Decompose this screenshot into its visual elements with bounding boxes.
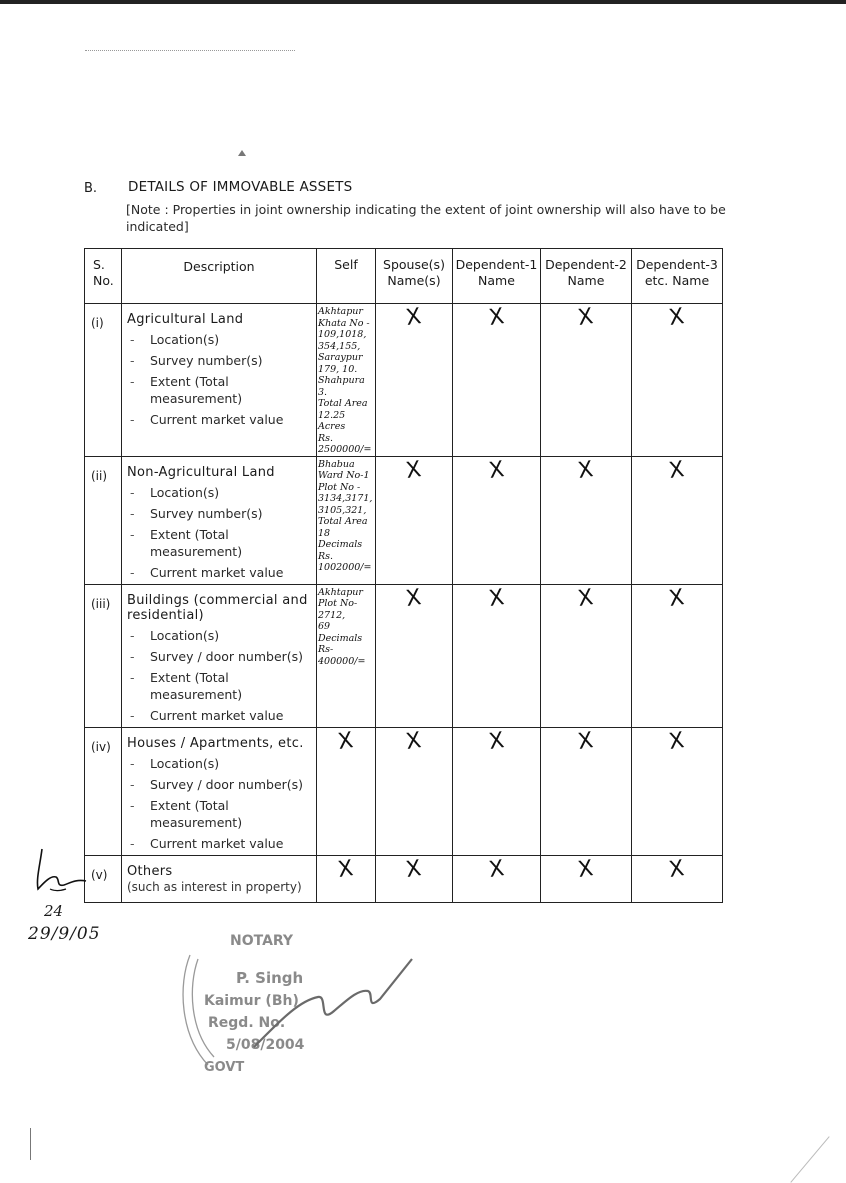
row-item-location: - Location(s) [127, 755, 312, 772]
cross-mark: X [576, 727, 596, 755]
row-description [122, 456, 317, 584]
table-row-others [85, 855, 723, 902]
dep1-nil-mark [453, 304, 541, 457]
cross-mark: X [336, 855, 356, 883]
self-line: Akhtapur [318, 586, 363, 598]
self-line: Akhtapur [318, 306, 363, 317]
self-line: Shahpura [318, 375, 365, 386]
section-title: DETAILS OF IMMOVABLE ASSETS [128, 179, 353, 195]
self-line: 69 Decimals [318, 621, 363, 644]
header-dep3-line2: etc. Name [644, 273, 710, 288]
stamp-line: NOTARY [230, 933, 294, 949]
cross-mark: X [487, 584, 506, 612]
row-item-survey: - Survey / door number(s) [127, 776, 312, 793]
header-dependent-2 [541, 249, 632, 304]
row-item-extent: - Extent (Total measurement) [127, 797, 312, 831]
cross-mark: X [667, 456, 687, 484]
notary-stamp [168, 915, 428, 1085]
header-description: Description [122, 249, 317, 304]
cross-mark: X [404, 727, 424, 755]
spouse-nil-mark [376, 584, 453, 727]
stamp-line: P. Singh [236, 969, 304, 987]
table-row-houses-apartments [85, 727, 723, 855]
dep1-nil-mark [453, 456, 541, 584]
row-category: Others [127, 863, 173, 879]
dep2-nil-mark [541, 584, 632, 727]
cross-mark: X [487, 304, 506, 331]
cross-mark: X [487, 855, 506, 883]
dep1-nil-mark [453, 727, 541, 855]
scan-top-edge [0, 0, 846, 4]
scan-artifact-mark [238, 150, 246, 156]
self-line: Rs. 2500000/= [318, 432, 372, 455]
dep2-nil-mark [541, 456, 632, 584]
dep1-nil-mark [453, 855, 541, 902]
table-header-row [85, 249, 723, 304]
scan-edge-line [30, 1128, 31, 1160]
self-line: 179, 10. [318, 363, 358, 375]
section-letter: B. [84, 181, 98, 196]
cross-mark: X [487, 727, 506, 755]
row-category: Houses / Apartments, etc. [127, 735, 304, 751]
self-handwritten-entry [317, 584, 376, 727]
dep3-nil-mark [632, 456, 723, 584]
header-spouse [376, 249, 453, 304]
spouse-nil-mark [376, 456, 453, 584]
stamp-line: Kaimur (Bh) [204, 993, 299, 1009]
cross-mark: X [667, 727, 687, 755]
row-item-survey: - Survey number(s) [127, 505, 312, 522]
row-item-location: - Location(s) [127, 484, 312, 501]
scan-artifact-dots [85, 50, 295, 53]
self-line: Saraypur [318, 352, 363, 363]
dep2-nil-mark [541, 304, 632, 457]
signature-date: 29/9/05 [28, 924, 101, 944]
self-line: Total Area [318, 398, 368, 409]
table-row-agricultural-land [85, 304, 723, 457]
row-category: Buildings (commercial and residential) [127, 592, 308, 623]
stamp-line: Regd. No. [208, 1015, 286, 1031]
row-description [122, 304, 317, 457]
row-sno: (iii) [85, 584, 122, 727]
self-line: 12.25 Acres [318, 409, 346, 432]
row-item-market-value: - Current market value [127, 835, 312, 852]
header-spouse-line1: Spouse(s) [383, 257, 445, 272]
spouse-nil-mark [376, 304, 453, 457]
header-dependent-1 [453, 249, 541, 304]
cross-mark: X [576, 584, 596, 612]
handwritten-signature [30, 845, 90, 905]
self-line: 3134,3171, [318, 493, 373, 504]
row-category: Agricultural Land [127, 312, 244, 327]
row-item-extent: - Extent (Total measurement) [127, 669, 312, 703]
cross-mark: X [404, 304, 424, 331]
header-self: Self [317, 249, 376, 304]
dep3-nil-mark [632, 855, 723, 902]
header-sno [85, 249, 122, 304]
header-dependent-3 [632, 249, 723, 304]
cross-mark: X [404, 584, 424, 612]
row-sno: (iv) [85, 727, 122, 855]
self-line: Total Area [318, 516, 368, 527]
stamp-line: GOVT [204, 1060, 245, 1075]
cross-mark: X [667, 855, 687, 883]
row-item-location: - Location(s) [127, 331, 312, 348]
self-nil-mark [317, 855, 376, 902]
header-sno-line1: S. [93, 257, 105, 272]
row-item-extent: - Extent (Total measurement) [127, 373, 312, 407]
row-item-survey: - Survey / door number(s) [127, 648, 312, 665]
row-item-market-value: - Current market value [127, 707, 312, 724]
self-line: Bhabua [318, 458, 355, 470]
header-spouse-line2: Name(s) [387, 273, 441, 288]
dep2-nil-mark [541, 855, 632, 902]
row-sno: (v) [85, 855, 122, 902]
row-category: Non-Agricultural Land [127, 464, 275, 480]
cross-mark: X [576, 855, 596, 883]
header-dep1-line2: Name [478, 273, 515, 288]
row-item-location: - Location(s) [127, 627, 312, 644]
row-item-survey: - Survey number(s) [127, 352, 312, 369]
signature-date-day: 24 [44, 902, 64, 920]
row-item-extent: - Extent (Total measurement) [127, 526, 312, 560]
self-handwritten-entry [317, 304, 376, 457]
dep3-nil-mark [632, 727, 723, 855]
header-sno-line2: No. [93, 273, 114, 288]
header-dep2-line2: Name [567, 273, 605, 288]
row-description [122, 855, 317, 902]
table-row-non-agricultural-land [85, 456, 723, 584]
dep3-nil-mark [632, 304, 723, 457]
cross-mark: X [576, 304, 596, 331]
row-category-note: (such as interest in property) [127, 879, 302, 894]
self-line: 3. [318, 386, 328, 398]
cross-mark: X [404, 855, 424, 883]
dep1-nil-mark [453, 584, 541, 727]
scan-corner-line [790, 1136, 829, 1183]
cross-mark: X [576, 456, 596, 484]
self-line: 354,155, [318, 340, 361, 352]
spouse-nil-mark [376, 855, 453, 902]
stamp-line: 5/08/2004 [226, 1037, 305, 1053]
self-line: Plot No- 2712, [318, 598, 358, 621]
header-dep2-line1: Dependent-2 [545, 257, 627, 272]
self-line: Ward No-1 [318, 470, 370, 481]
self-line: Khata No - [318, 317, 370, 329]
self-nil-mark [317, 727, 376, 855]
cross-mark: X [487, 456, 506, 484]
row-sno: (i) [85, 304, 122, 457]
row-sno: (ii) [85, 456, 122, 584]
self-line: 109,1018, [318, 329, 367, 340]
self-line: 3105,321, [318, 504, 367, 516]
cross-mark: X [336, 727, 356, 755]
row-description [122, 584, 317, 727]
cross-mark: X [404, 456, 424, 484]
self-line: Rs- 400000/= [318, 644, 366, 667]
row-item-market-value: - Current market value [127, 411, 312, 428]
row-description [122, 727, 317, 855]
self-line: Plot No - [318, 481, 361, 493]
self-handwritten-entry [317, 456, 376, 584]
cross-mark: X [667, 584, 687, 612]
cross-mark: X [667, 304, 687, 331]
dep3-nil-mark [632, 584, 723, 727]
self-line: 18 Decimals [318, 527, 363, 550]
immovable-assets-table [84, 248, 723, 903]
table-row-buildings [85, 584, 723, 727]
self-line: Rs. 1002000/= [318, 550, 372, 573]
row-item-market-value: - Current market value [127, 564, 312, 581]
spouse-nil-mark [376, 727, 453, 855]
header-dep1-line1: Dependent-1 [455, 257, 538, 272]
section-note: [Note : Properties in joint ownership indicating the extent of joint ownership will also have to be indicated] [126, 202, 726, 234]
header-dep3-line1: Dependent-3 [636, 257, 718, 272]
dep2-nil-mark [541, 727, 632, 855]
